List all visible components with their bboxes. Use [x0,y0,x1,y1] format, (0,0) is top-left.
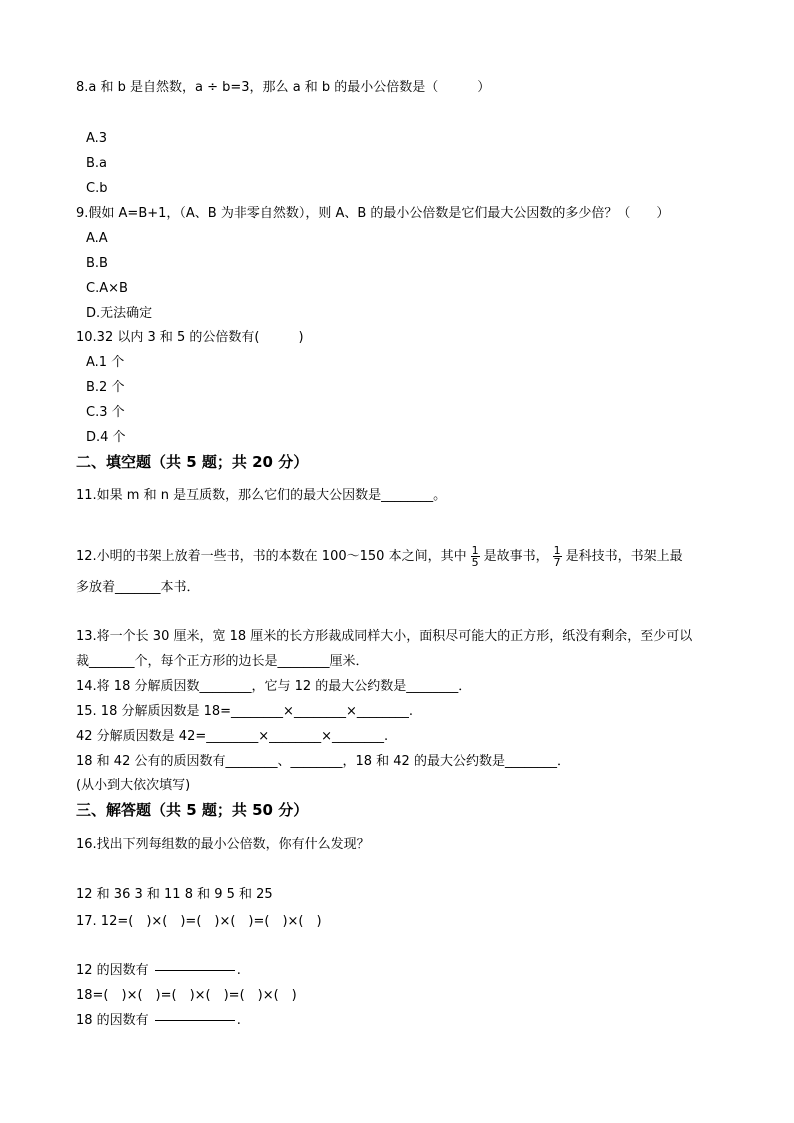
q8-option-c: C.b [86,181,108,196]
q9-option-b: B.B [86,256,108,271]
q8-option-a: A.3 [86,131,108,146]
q10-option-a: A.1 个 [86,355,125,370]
q16-stem: 16.找出下列每组数的最小公倍数，你有什么发现？ [76,837,370,852]
fraction-one-fifth [471,545,480,568]
q13-line-2: 裁_______个，每个正方形的边长是________厘米． [76,654,369,669]
q8-stem: 8.a 和 b 是自然数，a ÷ b=3，那么 a 和 b 的最小公倍数是（ ） [76,80,491,95]
q17-line-1: 17. 12=( )×( )=( )×( )=( )×( ) [76,914,322,929]
q12-part-1: 12.小明的书架上放着一些书，书的本数在 100～150 本之间，其中 [76,549,467,564]
fraction-1-numerator: 1 [471,544,479,557]
fraction-2-numerator: 1 [553,544,561,557]
q14-text: 14.将 18 分解质因数________，它与 12 的最大公约数是________． [76,679,472,694]
q12-line-2: 多放着_______本书． [76,580,200,595]
q10-option-c: C.3 个 [86,405,125,420]
answer-line [155,1020,235,1021]
q11-text: 11.如果 m 和 n 是互质数，那么它们的最大公因数是________。 [76,488,447,503]
period: . [236,1013,241,1028]
q9-option-a: A.A [86,231,108,246]
q10-option-d: D.4 个 [86,430,126,445]
period: . [236,963,241,978]
q15-line-2: 42 分解质因数是 42=________×________×________. [76,729,389,744]
q12-part-3: 是科技书，书架上最 [565,549,683,564]
q8-option-b: B.a [86,156,108,171]
q13-line-1: 13.将一个长 30 厘米，宽 18 厘米的长方形裁成同样大小，面积尽可能大的正方形，纸没有剩余，至少可以 [76,629,693,644]
q17-line-3: 18=( )×( )=( )×( )=( )×( ) [76,988,297,1003]
q9-option-c: C.A×B [86,281,128,296]
answer-line [155,970,235,971]
fraction-one-seventh [553,545,562,568]
q12-line-1 [76,545,683,568]
q17-line-2 [76,963,241,979]
q10-option-b: B.2 个 [86,380,125,395]
q17-factors-18-label: 18 的因数有 [76,1013,149,1028]
fraction-2-denominator: 7 [553,556,561,569]
q17-factors-12-label: 12 的因数有 [76,963,149,978]
q12-part-2: 是故事书， [483,549,549,564]
section-3-title: 三、解答题（共 5 题；共 50 分） [76,801,309,819]
q10-stem: 10.32 以内 3 和 5 的公倍数有( ) [76,330,304,345]
q15-line-3: 18 和 42 公有的质因数有________、________，18 和 42 的最大公约数是________． [76,754,570,769]
q16-groups: 12 和 36 3 和 11 8 和 9 5 和 25 [76,887,273,902]
q9-option-d: D.无法确定 [86,306,153,321]
q17-line-4 [76,1013,241,1029]
q15-line-1: 15. 18 分解质因数是 18=________×________×________. [76,704,413,719]
q9-stem: 9.假如 A=B+1，（A、B 为非零自然数），则 A、B 的最小公倍数是它们最大公因数的多少倍？（ ） [76,206,670,221]
section-2-title: 二、填空题（共 5 题；共 20 分） [76,453,309,471]
q15-line-4: (从小到大依次填写) [76,778,191,793]
fraction-1-denominator: 5 [471,556,479,569]
